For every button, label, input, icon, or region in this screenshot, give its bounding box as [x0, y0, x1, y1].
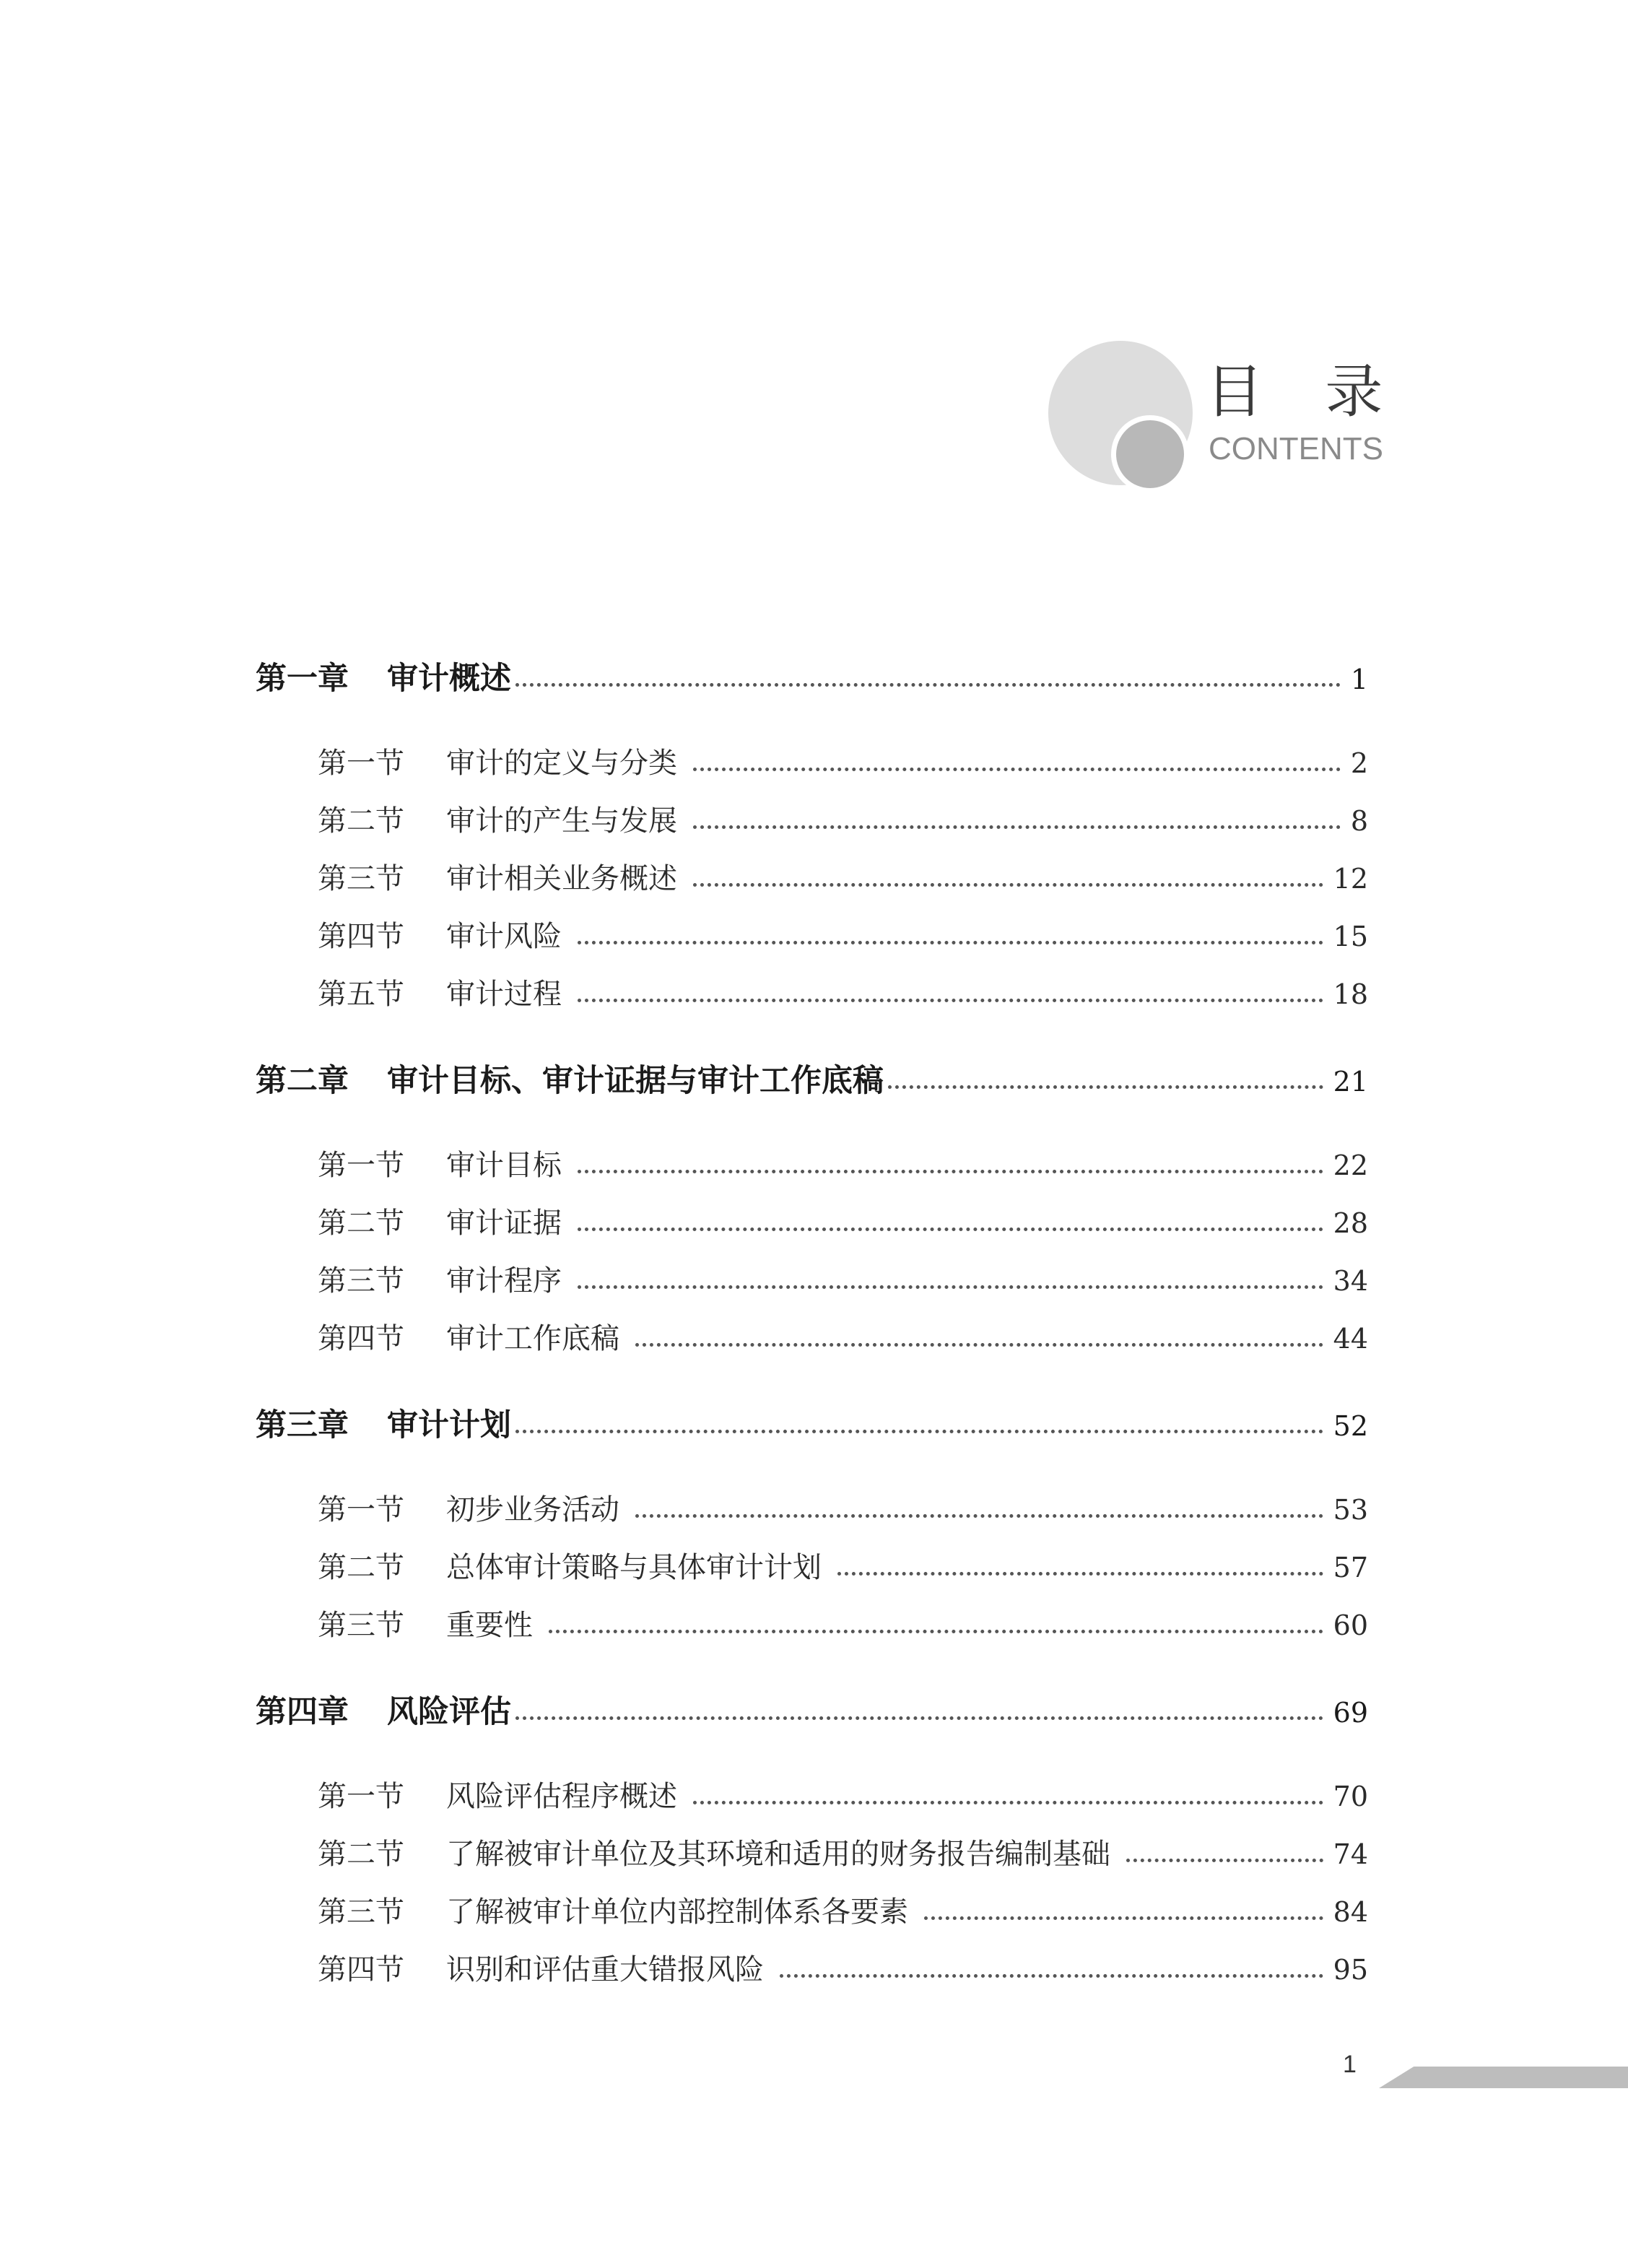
- toc-section-4-2[interactable]: [318, 1833, 1368, 1876]
- toc-entry-title: 了解被审计单位及其环境和适用的财务报告编制基础: [446, 1838, 1110, 1871]
- dot-leader: [635, 1514, 1323, 1518]
- toc-entry-title: 审计相关业务概述: [446, 862, 677, 895]
- toc-section-3-1[interactable]: [318, 1488, 1368, 1531]
- toc-entry-page: 8: [1350, 805, 1368, 837]
- toc-section-1-2[interactable]: [318, 799, 1368, 843]
- dot-leader: [578, 1170, 1323, 1173]
- toc-section-4-1[interactable]: [318, 1775, 1368, 1818]
- toc-section-1-1[interactable]: [318, 742, 1368, 785]
- dot-leader: [924, 1916, 1323, 1920]
- dot-leader: [693, 825, 1341, 829]
- dot-leader: [515, 683, 1341, 687]
- toc-entry-label: 第一节: [318, 1780, 404, 1813]
- dot-leader: [578, 1285, 1323, 1289]
- toc-entry-page: 34: [1333, 1265, 1368, 1297]
- toc-entry-label: 第三节: [318, 1264, 404, 1298]
- toc-entry-label: 第三章: [256, 1407, 349, 1443]
- toc-entry-title: 了解被审计单位内部控制体系各要素: [446, 1895, 908, 1929]
- dot-leader: [693, 768, 1341, 771]
- toc-entry-title: 审计过程: [446, 978, 562, 1011]
- toc-section-4-4[interactable]: [318, 1948, 1368, 1991]
- toc-entry-label: 第一节: [318, 1149, 404, 1182]
- footer-decorative-bar: [1379, 2067, 1628, 2088]
- toc-entry-page: 52: [1333, 1410, 1368, 1442]
- dot-leader: [780, 1974, 1323, 1978]
- toc-entry-page: 57: [1333, 1552, 1368, 1583]
- toc-entry-label: 第一章: [256, 661, 349, 697]
- toc-entry-page: 84: [1333, 1896, 1368, 1928]
- toc-entry-page: 60: [1333, 1609, 1368, 1641]
- toc-entry-label: 第二节: [318, 1207, 404, 1240]
- toc-entry-page: 53: [1333, 1494, 1368, 1526]
- toc-entry-title: 审计目标: [446, 1149, 562, 1182]
- toc-section-2-2[interactable]: [318, 1202, 1368, 1245]
- toc-section-2-3[interactable]: [318, 1259, 1368, 1303]
- dot-leader: [578, 999, 1323, 1002]
- toc-entry-page: 15: [1333, 921, 1368, 952]
- toc-section-2-4[interactable]: [318, 1317, 1368, 1360]
- toc-entry-label: 第三节: [318, 1609, 404, 1642]
- toc-entry-label: 第三节: [318, 1895, 404, 1929]
- dot-leader: [578, 1228, 1323, 1231]
- toc-entry-title: 重要性: [446, 1609, 533, 1642]
- toc-entry-page: 74: [1333, 1838, 1368, 1870]
- toc-entry-page: 95: [1333, 1954, 1368, 1986]
- toc-entry-title: 审计的定义与分类: [446, 747, 677, 780]
- toc-entry-label: 第一节: [318, 747, 404, 780]
- toc-entry-title: 审计计划: [387, 1407, 511, 1443]
- toc-entry-title: 审计工作底稿: [446, 1322, 619, 1355]
- toc-entry-title: 审计风险: [446, 920, 562, 953]
- dot-leader: [515, 1716, 1323, 1720]
- toc-section-4-3[interactable]: [318, 1890, 1368, 1934]
- toc-entry-page: 18: [1333, 978, 1368, 1010]
- toc-entry-title: 审计概述: [387, 661, 511, 697]
- toc-entry-label: 第五节: [318, 978, 404, 1011]
- toc-entry-title: 识别和评估重大错报风险: [446, 1953, 764, 1986]
- toc-chapter-2[interactable]: [256, 1059, 1368, 1103]
- toc-entry-label: 第二节: [318, 804, 404, 838]
- toc-section-1-3[interactable]: [318, 857, 1368, 900]
- page-number: 1: [1343, 2051, 1357, 2078]
- toc-entry-page: 1: [1350, 664, 1368, 695]
- toc-entry-title: 审计的产生与发展: [446, 804, 677, 838]
- toc-chapter-4[interactable]: [256, 1690, 1368, 1734]
- dot-leader: [888, 1085, 1323, 1089]
- toc-entry-title: 审计目标、审计证据与审计工作底稿: [387, 1063, 884, 1099]
- page-title: 目 录: [1206, 358, 1405, 425]
- toc-entry-page: 12: [1333, 863, 1368, 895]
- toc-entry-title: 初步业务活动: [446, 1493, 619, 1526]
- toc-section-1-4[interactable]: [318, 915, 1368, 958]
- toc-section-2-1[interactable]: [318, 1144, 1368, 1187]
- decorative-circle-small: [1116, 420, 1184, 488]
- toc-entry-label: 第三节: [318, 862, 404, 895]
- toc-entry-page: 44: [1333, 1323, 1368, 1355]
- toc-entry-page: 70: [1333, 1781, 1368, 1812]
- dot-leader: [635, 1343, 1323, 1347]
- dot-leader: [578, 941, 1323, 944]
- toc-entry-label: 第二节: [318, 1838, 404, 1871]
- toc-entry-title: 总体审计策略与具体审计计划: [446, 1551, 822, 1584]
- toc-entry-page: 2: [1350, 747, 1368, 779]
- dot-leader: [1126, 1859, 1323, 1862]
- dot-leader: [693, 883, 1323, 887]
- toc-entry-page: 21: [1333, 1066, 1368, 1098]
- toc-entry-title: 风险评估: [387, 1694, 511, 1730]
- toc-entry-label: 第二章: [256, 1063, 349, 1099]
- toc-entry-title: 审计程序: [446, 1264, 562, 1298]
- toc-entry-page: 28: [1333, 1207, 1368, 1239]
- toc-entry-page: 22: [1333, 1150, 1368, 1181]
- toc-entry-title: 风险评估程序概述: [446, 1780, 677, 1813]
- toc-entry-label: 第四章: [256, 1694, 349, 1730]
- dot-leader: [693, 1801, 1323, 1804]
- toc-section-3-3[interactable]: [318, 1604, 1368, 1647]
- toc-section-1-5[interactable]: [318, 973, 1368, 1016]
- toc-entry-title: 审计证据: [446, 1207, 562, 1240]
- dot-leader: [837, 1572, 1323, 1576]
- dot-leader: [515, 1430, 1323, 1433]
- toc-section-3-2[interactable]: [318, 1546, 1368, 1589]
- toc-entry-label: 第四节: [318, 920, 404, 953]
- toc-entry-label: 第一节: [318, 1493, 404, 1526]
- dot-leader: [549, 1630, 1323, 1633]
- toc-entry-label: 第二节: [318, 1551, 404, 1584]
- toc-chapter-3[interactable]: [256, 1404, 1368, 1447]
- toc-entry-label: 第四节: [318, 1322, 404, 1355]
- toc-entry-label: 第四节: [318, 1953, 404, 1986]
- toc-chapter-1[interactable]: [256, 657, 1368, 700]
- toc-entry-page: 69: [1333, 1697, 1368, 1729]
- page-subtitle: CONTENTS: [1209, 431, 1383, 466]
